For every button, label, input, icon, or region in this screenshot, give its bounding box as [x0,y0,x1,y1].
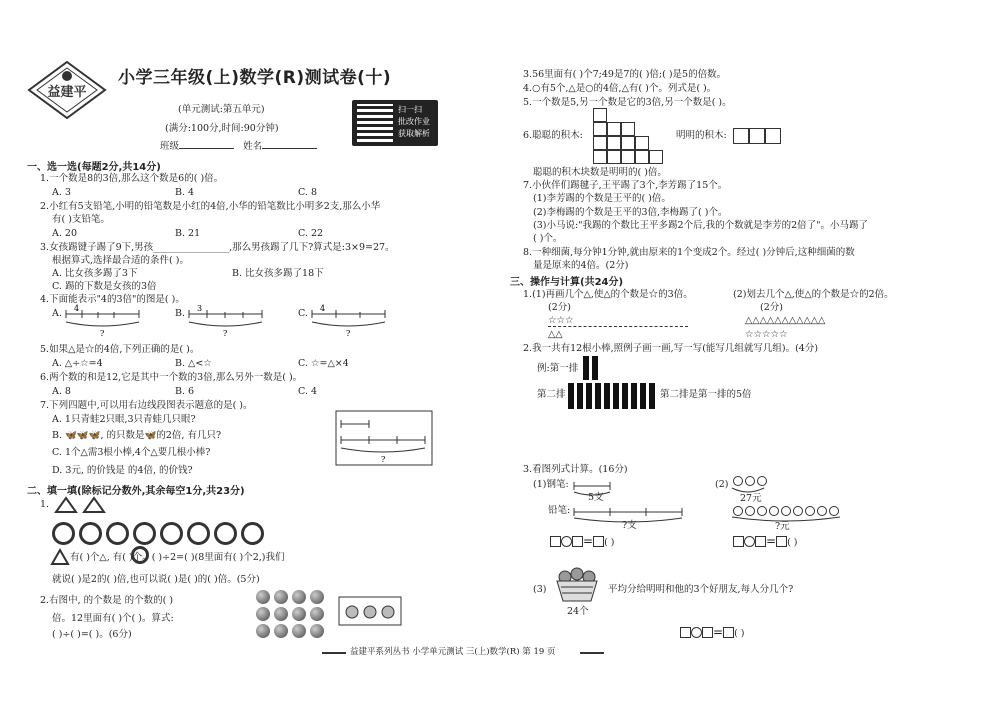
s1-q7-d: D. 3元, 的价钱是 的4倍, 的价钱? [52,465,193,476]
s3-q1-b-score: (2分) [760,302,783,313]
ring-1 [52,522,75,545]
circle-icon [131,546,149,564]
svg-text:4: 4 [74,304,80,313]
s1-q4-opt-b: B. [175,308,186,319]
s1-q1-opt-a: A. 3 [52,187,71,198]
s1-q6-opt-a: A. 8 [52,386,71,397]
segment-diagram-c [310,302,390,338]
s1-q6-opt-b: B. 6 [175,386,195,397]
s3-q3-2-price: 27元 [740,493,762,504]
s3-q1-b-tris: △△△△△△△△△△△ [745,315,826,326]
s3-q1-a-tris: △△ [548,329,563,340]
r-q7-3: (3)小马说:"我踢的个数比王平多踢2个后,我的个数就是李芳的2倍了"。小马踢了 [533,220,869,231]
s1-q3-line2: 根据算式,选择最合适的条件( )。 [52,255,189,266]
s3-q2: 2.我一共有12根小棒,照例子画一画,写一写(能写几组就写几组)。(4分) [523,343,819,354]
s2-q1-label: 1. [40,499,50,510]
s2-q2-line3: ( )÷( )=( )。(6分) [52,629,132,640]
r-q4: 4.○有5个,△是○的4倍,△有( )个。列式是( )。 [523,83,717,94]
s1-q4-opt-c: C. [298,308,308,319]
s3-q2-ex1: 例:第一排 [537,363,579,374]
s1-q7: 7.下列四题中,可以用右边线段图表示题意的是( )。 [40,400,253,411]
r-q6-label: 6.聪聪的积木: [523,130,583,141]
name-label: 姓名 [243,141,263,152]
fruit-basket-image [553,565,601,605]
r-q7-3b: ( )个。 [533,233,563,244]
s3-q1-a-stars: ☆☆☆ [548,315,574,326]
footer-arrow-right [580,652,604,654]
segment-diagram-a [64,302,144,338]
ring-8 [241,522,264,545]
qr-pattern [357,104,393,142]
ring-5 [160,522,183,545]
s2-q1-line2: 就说( )是2的( )倍,也可以说( )是( )的( )倍。(5分) [52,574,260,585]
stick-row1-2 [592,356,598,380]
s3-q3-1-pencil: 铅笔: [548,505,571,516]
s3-q1-a-divider [548,326,688,327]
s1-q1-opt-c: C. 8 [298,187,318,198]
footer-text: 益建平系列丛书 小学单元测试 三(上)数学(R) 第 19 页 [350,647,556,657]
svg-text:?: ? [346,329,351,338]
svg-text:3: 3 [197,304,203,313]
s2-q2-line1: 2.右图中, 的个数是 的个数的( ) [40,595,174,606]
s1-q6: 6.两个数的和是12,它是其中一个数的3倍,那么另外一数是( )。 [40,372,303,383]
r-q5: 5.一个数是5,另一个数是它的3倍,另一个数是( )。 [523,97,732,108]
s1-q3-opt-c: C. 踢的下数是女孩的3倍 [52,281,157,292]
r-q7-1: (1)李芳踢的个数是王平的( )倍。 [533,193,671,204]
r-q6-line: 聪聪的积木块数是明明的( )倍。 [533,167,667,178]
s2-q1-line1: 有( )个△, 有( )个。( )÷2=( )(8里面有( )个2,)我们 [70,552,285,563]
r-q3: 3.56里面有( )个7;49是7的( )倍;( )是5的倍数。 [523,69,727,80]
s1-q1-opt-b: B. 4 [175,187,195,198]
s1-q7-a: A. 1只青蛙2只眼,3只青蛙几只眼? [52,414,196,425]
equation-2: = ( ) [733,534,798,549]
r-q6-label2: 明明的积木: [676,130,727,141]
ring-4 [133,522,156,545]
s1-q2-opt-b: B. 21 [175,228,201,239]
svg-text:4: 4 [320,304,326,313]
s1-q4: 4.下面能表示"4的3倍"的图是( )。 [40,294,185,305]
page-title: 小学三年级(上)数学(R)测试卷(十) [118,68,392,88]
r-q7: 7.小伙伴们踢毽子,王平踢了3个,李芳踢了15个。 [523,180,728,191]
r-q7-2: (2)李梅踢的个数是王平的3倍,李梅踢了( )个。 [533,207,728,218]
publisher-logo [27,60,107,120]
triangle-icon [50,548,70,566]
s3-q3-3-label: (3) [533,584,547,595]
s3-q3-3-qty: 24个 [567,606,589,617]
qr-text-2: 批改作业 [398,117,430,126]
qr-text-1: 扫一扫 [398,105,422,114]
qr-code [352,100,438,146]
s1-q4-opt-a: A. [52,308,62,319]
s1-q1: 1.一个数是8的3倍,那么这个数是6的( )倍。 [40,173,224,184]
s3-q3-1-qty: 5支 [588,492,604,503]
s1-q3-opt-b: B. 比女孩多踢了18下 [232,268,324,279]
s1-q5-opt-b: B. △<☆ [175,358,212,369]
footer-arrow-left [322,652,346,654]
s3-q3-1-label: (1)钢笔: [533,479,569,490]
r-q8-line2: 量是原来的4倍。(2分) [533,260,629,271]
equation-1: = ( ) [550,534,615,549]
segment-diagram-b [187,302,267,338]
s3-q3: 3.看图列式计算。(16分) [523,464,628,475]
s3-q3-3-text: 平均分给明明和他的3个好朋友,每人分几个? [608,584,794,595]
s3-q3-2-label: (2) [715,479,729,490]
fruit-box-image [338,596,402,626]
score-info: (满分:100分,时间:90分钟) [165,123,279,134]
s1-q2-line1: 2.小红有5支铅笔,小明的铅笔数是小红的4倍,小华的铅笔数比小明多2支,那么小华 [40,201,381,212]
s1-q2-opt-c: C. 22 [298,228,324,239]
q7-segment-diagram [335,410,435,468]
s3-q2-ex2a: 第二排 [537,389,566,400]
s1-q2-opt-a: A. 20 [52,228,77,239]
s1-q5-opt-a: A. △÷☆=4 [52,358,103,369]
qr-text-3: 获取解析 [398,129,430,138]
ring-6 [187,522,210,545]
s1-q5: 5.如果△是☆的4倍,下列正确的是( )。 [40,344,200,355]
s3-q2-ex2b: 第二排是第一排的5倍 [660,389,752,400]
q7-seg-question: ? [381,455,386,464]
ring-7 [214,522,237,545]
ring-2 [79,522,102,545]
s1-q6-opt-c: C. 4 [298,386,318,397]
s3-q1-a-score: (2分) [548,302,571,313]
ring-3 [106,522,129,545]
stick-row1-1 [583,356,589,380]
s1-q2-line2: 有( )支铅笔。 [52,214,110,225]
s1-q7-b: B. 🦋🦋🦋, 的只数是🦋的2倍, 有几只? [52,430,222,441]
subtitle: (单元测试:第五单元) [178,104,265,115]
section1-heading: 一、选一选(每题2分,共14分) [27,162,161,173]
s1-q3-opt-a: A. 比女孩多踢了3下 [52,268,138,279]
s3-q1-b: (2)划去几个△,使△的个数是☆的2倍。 [733,289,894,300]
class-name-field [160,140,317,153]
s1-q5-opt-c: C. ☆=△×4 [298,358,349,369]
triangles-pair [54,496,114,514]
s2-q2-line2: 倍。12里面有( )个( )。算式: [52,613,174,624]
svg-text:益建平: 益建平 [47,85,87,100]
section3-heading: 三、操作与计算(共24分) [510,277,624,288]
r-q8-line1: 8.一种细菌,每分钟1分钟,就由原来的1个变成2个。经过( )分钟后,这种细菌的数 [523,247,855,258]
equation-3: = ( ) [680,625,745,640]
s3-q1-b-stars: ☆☆☆☆☆ [745,329,788,340]
s1-q7-c: C. 1个△需3根小棒,4个△要几根小棒? [52,447,211,458]
s3-q3-2-q: ?元 [775,521,790,532]
section2-heading: 二、填一填(除标记分数外,其余每空1分,共23分) [27,486,245,497]
s3-q3-1-q: ?支 [622,520,637,531]
s3-q1-a: 1.(1)再画几个△,使△的个数是☆的3倍。 [523,289,693,300]
svg-text:?: ? [223,329,228,338]
svg-text:?: ? [100,329,105,338]
s1-q3-line1: 3.女孩踢键子踢了9下,男孩________________,那么男孩踢了几下?算式是:3×9=27。 [40,242,395,253]
class-label: 班级 [160,141,180,152]
